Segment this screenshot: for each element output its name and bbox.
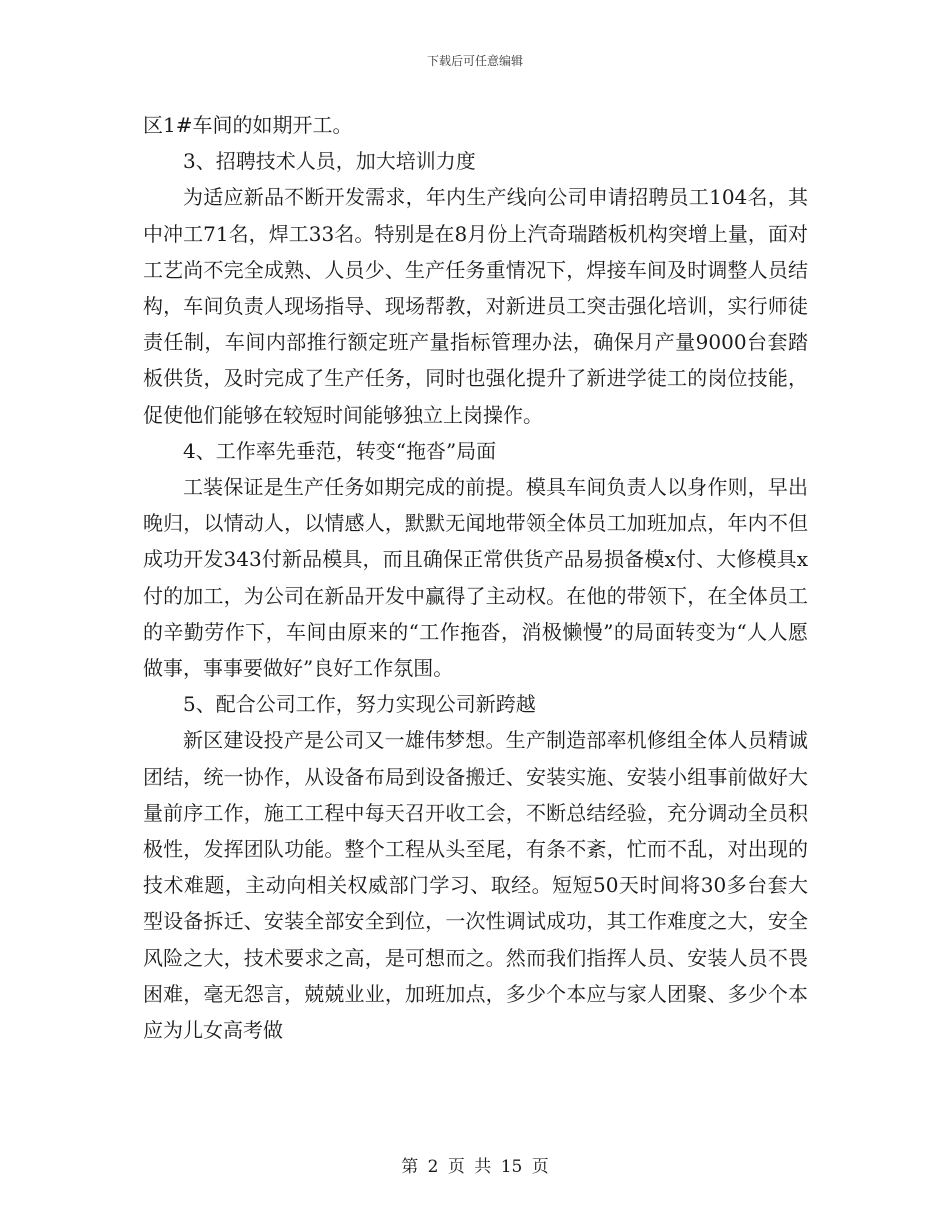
page-header: 下载后可任意编辑 bbox=[426, 54, 523, 68]
section-heading-5: 5、配合公司工作，努力实现公司新跨越 bbox=[183, 692, 536, 717]
page-number-footer: 第 2 页 共 15 页 bbox=[401, 1157, 549, 1177]
section-heading-3: 3、招聘技术人员，加大培训力度 bbox=[183, 149, 476, 174]
paragraph-continuation: 区1#车间的如期开工。 bbox=[143, 113, 353, 137]
section-heading-4: 4、工作率先垂范，转变“拖沓”局面 bbox=[183, 438, 497, 463]
paragraph-new-district: 新区建设投产是公司又一雄伟梦想。生产制造部率机修组全体人员精诚团结，统一协作，从设备布局到设备搬迁、安装实施、安装小组事前做好大量前序工作，施工工程中每天召开收工会，不断总结经验，充分调动全员积极性，发挥团队功能。整个工程从头至尾，有条不紊，忙而不乱，对出现的技术难题，主动向相关权威部门学习、取经。短短50天时间将30多台套大型设备拆迁、安装全部安全到位，一次性调试成功，其工作难度之大，安全风险之大，技术要求之高，是可想而之。然而我们指挥人员、安装人员不畏困难，毫无怨言，兢兢业业，加班加点，多少个本应与家人团聚、多少个本应为儿女高考做 bbox=[143, 728, 808, 1043]
document-body bbox=[143, 107, 808, 1048]
paragraph-tooling: 工装保证是生产任务如期完成的前提。模具车间负责人以身作则，早出晚归，以情动人，以情感人，默默无闻地带领全体员工加班加点，年内不但成功开发343付新品模具，而且确保正常供货产品易损备模x付、大修模具x付的加工，为公司在新品开发中赢得了主动权。在他的带领下，在全体员工的辛勤劳作下，车间由原来的“工作拖沓，消极懒慢”的局面转变为“人人愿做事，事事要做好”良好工作氛围。 bbox=[143, 475, 808, 681]
paragraph-recruitment: 为适应新品不断开发需求，年内生产线向公司申请招聘员工104名，其中冲工71名，焊工33名。特别是在8月份上汽奇瑞踏板机构突增上量，面对工艺尚不完全成熟、人员少、生产任务重情况下，焊接车间及时调整人员结构，车间负责人现场指导、现场帮教，对新进员工突击强化培训，实行师徒责任制，车间内部推行额定班产量指标管理办法，确保月产量9000台套踏板供货，及时完成了生产任务，同时也强化提升了新进学徒工的岗位技能，促使他们能够在较短时间能够独立上岗操作。 bbox=[143, 185, 808, 427]
